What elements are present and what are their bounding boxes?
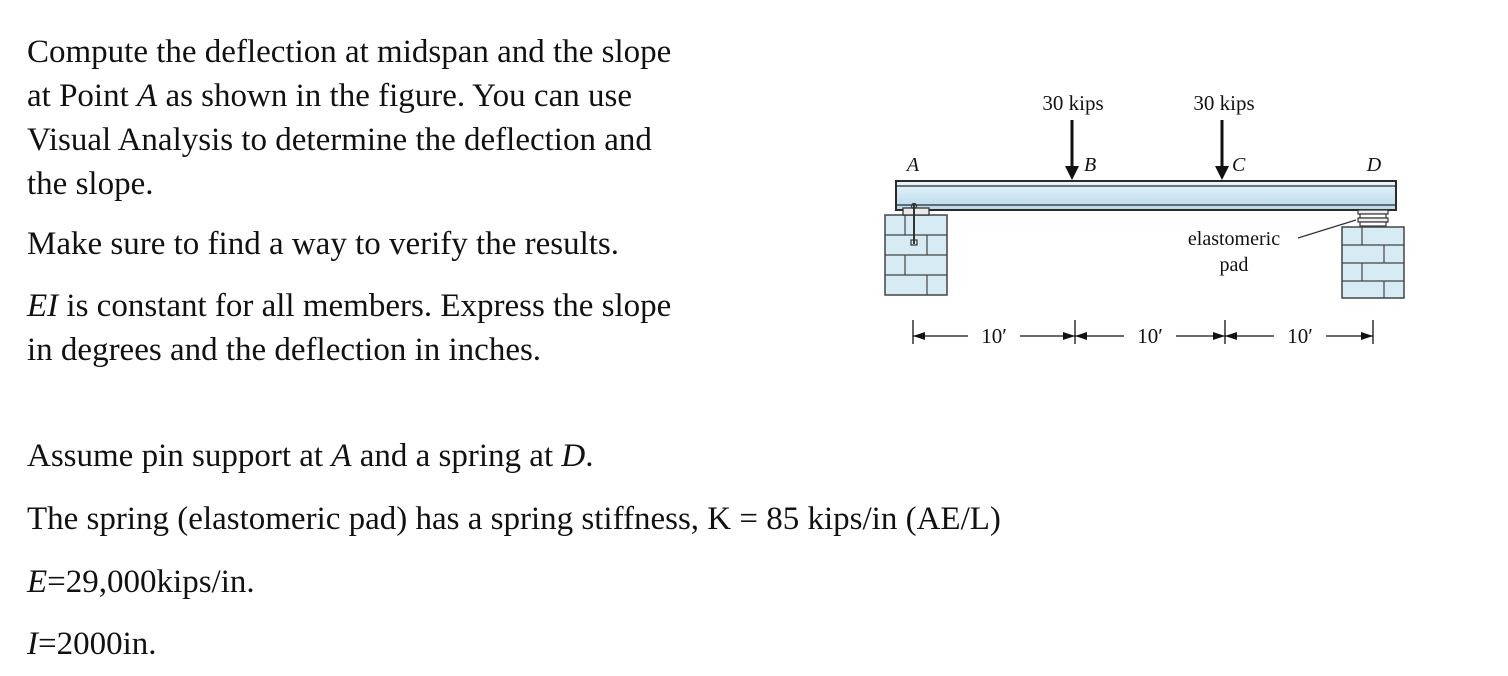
assumption-text: and a spring at <box>351 438 562 474</box>
elastomeric-pad-support-d <box>1342 210 1404 298</box>
ei-symbol: EI <box>27 288 59 324</box>
point-a-ref: A <box>331 438 352 474</box>
e-symbol: E <box>27 564 48 600</box>
pad-label-line1: elastomeric <box>1187 228 1281 250</box>
ei-note <box>27 284 671 372</box>
pin-support-a <box>885 203 947 295</box>
dimension-2-label: 10′ <box>1137 324 1163 348</box>
point-d-label: D <box>1366 154 1382 176</box>
load-arrow-2 <box>1215 120 1229 180</box>
problem-statement <box>27 30 671 206</box>
problem-text: at Point <box>27 78 138 114</box>
load-1-label: 30 kips <box>1042 91 1104 115</box>
dimension-1-label: 10′ <box>981 324 1007 348</box>
support-assumption <box>27 436 593 476</box>
pad-label-line2: pad <box>1219 254 1249 276</box>
dimension-3-label: 10′ <box>1287 324 1313 348</box>
problem-text: as shown in the figure. You can use <box>157 78 632 114</box>
e-value: =29,000kips/in. <box>47 564 255 600</box>
load-2-label: 30 kips <box>1193 91 1255 115</box>
beam <box>896 181 1396 210</box>
problem-line: Visual Analysis to determine the deflection and <box>27 122 652 158</box>
point-a-ref: A <box>137 78 158 114</box>
verify-note: Make sure to find a way to verify the results. <box>27 226 620 262</box>
point-a-label: A <box>906 154 920 176</box>
i-value: =2000in. <box>38 626 157 662</box>
point-b-label: B <box>1084 154 1097 176</box>
load-arrow-1 <box>1065 120 1079 180</box>
inertia-i <box>27 624 157 664</box>
i-symbol: I <box>27 626 38 662</box>
problem-line: the slope. <box>27 166 154 202</box>
problem-line: Compute the deflection at midspan and the slope <box>27 34 672 70</box>
modulus-e <box>27 562 255 602</box>
ei-line: in degrees and the deflection in inches. <box>27 332 542 368</box>
assumption-text: . <box>585 438 594 474</box>
beam-figure <box>870 80 1430 370</box>
point-c-label: C <box>1232 154 1246 176</box>
assumption-text: Assume pin support at <box>27 438 332 474</box>
point-d-ref: D <box>561 438 586 474</box>
ei-text: is constant for all members. Express the slope <box>58 288 672 324</box>
spring-stiffness: The spring (elastomeric pad) has a spring stiffness, K = 85 kips/in (AE/L) <box>27 501 1001 537</box>
